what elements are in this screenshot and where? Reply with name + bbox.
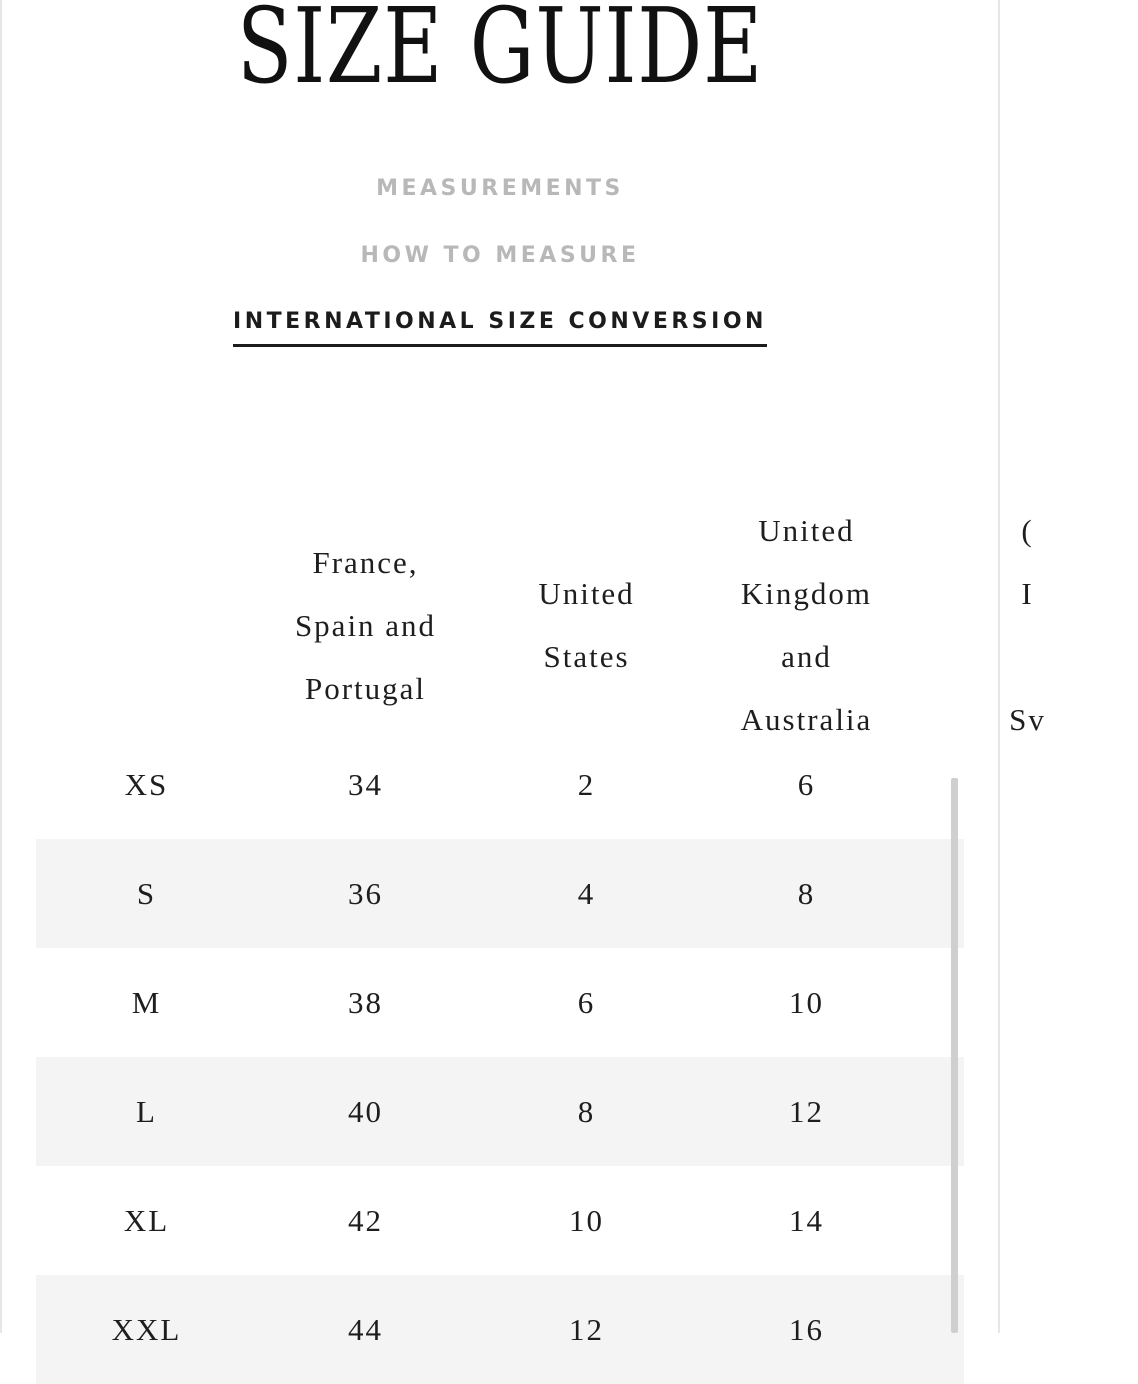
size-value-cell: 14 [789,1202,824,1238]
table-header-row [36,500,1086,750]
size-value-cell: 8 [577,1093,596,1129]
column-header-line: Spain and [294,607,437,643]
column-header [696,500,917,750]
column-header-line: Australia [740,702,873,737]
size-value-cell: 36 [348,875,383,911]
size-value-cell: 4 [577,875,596,911]
size-label-cell: M [131,984,162,1020]
size-label-cell: XS [124,766,169,802]
size-value-cell: 16 [789,1311,824,1347]
table-row [36,1166,964,1275]
size-label-cell: XL [123,1202,170,1238]
size-value-cell: 6 [577,984,596,1020]
table-row [36,948,964,1057]
size-value-cell: 10 [569,1202,604,1238]
page-title: SIZE GUIDE [236,0,764,107]
column-header-line: Kingdom [740,576,873,611]
column-header-lines [538,562,634,688]
size-label-cell: S [136,875,157,911]
size-label-cell: XXL [111,1311,182,1347]
column-header-line: ( [1021,513,1034,548]
size-value-cell: 34 [348,766,383,802]
column-header-line: France, [312,544,419,580]
column-header [917,500,1138,750]
size-value-cell: 6 [797,766,816,802]
column-header [476,500,697,750]
column-header-lines [295,531,436,720]
column-header-line: I [1021,576,1034,611]
size-value-cell: 38 [348,984,383,1020]
column-header-line: and [781,639,832,674]
size-value-cell: 10 [789,984,824,1020]
size-value-cell: 40 [348,1093,383,1129]
column-header-line: United [758,513,855,548]
column-header-line: Portugal [304,670,427,706]
size-label-cell: L [136,1093,157,1129]
table-row [36,1057,964,1166]
column-header-lines [741,499,873,751]
column-header-line: States [543,639,630,674]
table-row [36,1275,964,1384]
tab-how-to-measure[interactable]: HOW TO MEASURE [360,243,640,268]
column-header [36,500,257,750]
column-header-line [1009,625,1046,688]
table-body [36,730,964,1384]
size-conversion-table[interactable] [36,500,1046,1347]
size-value-cell: 12 [569,1311,604,1347]
column-header-line: United [538,576,635,611]
tab-international-size-conversion[interactable]: INTERNATIONAL SIZE CONVERSION [233,304,767,347]
column-header [255,500,476,750]
size-value-cell: 8 [797,875,816,911]
size-guide-tabs [0,170,1000,347]
table-scrollbar[interactable] [951,778,958,1333]
table-row [36,839,964,948]
size-value-cell: 2 [577,766,596,802]
size-value-cell: 12 [789,1093,824,1129]
tab-measurements[interactable]: MEASUREMENTS [376,176,624,201]
column-header-line: Sv [1009,702,1046,737]
size-value-cell: 42 [348,1202,383,1238]
size-value-cell: 44 [348,1311,383,1347]
column-header-lines [1009,499,1046,751]
